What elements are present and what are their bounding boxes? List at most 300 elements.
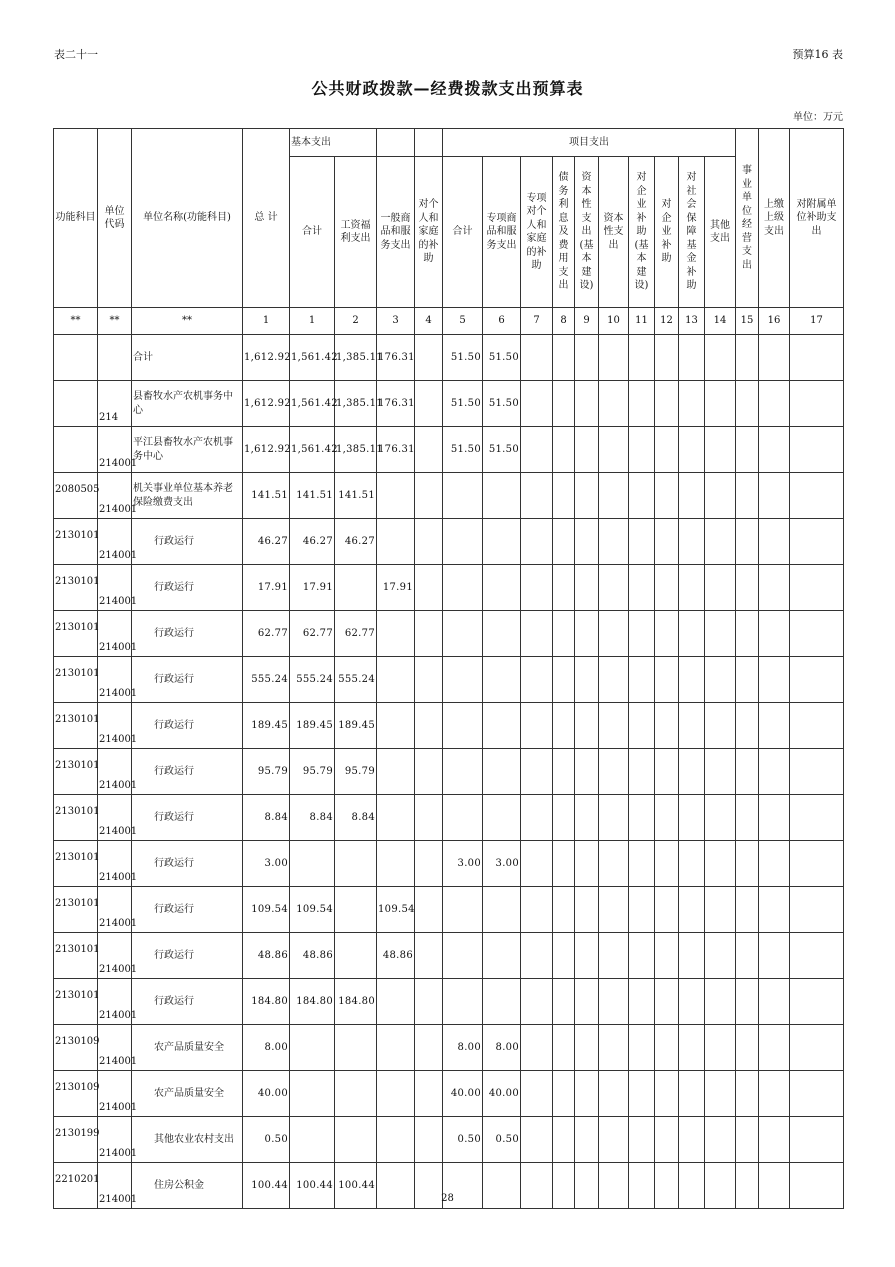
amount-cell: [599, 427, 629, 473]
amount-cell: 48.86: [377, 933, 415, 979]
amount-cell: [415, 933, 443, 979]
amount-cell: [599, 979, 629, 1025]
amount-cell: [736, 519, 759, 565]
amount-cell: [655, 1071, 679, 1117]
amount-cell: [599, 795, 629, 841]
amount-cell: 184.80: [243, 979, 290, 1025]
col-unit-code: 单位代码: [98, 129, 132, 308]
amount-cell: 62.77: [290, 611, 335, 657]
amount-cell: [629, 519, 655, 565]
amount-cell: [599, 335, 629, 381]
amount-cell: [443, 795, 483, 841]
unit-code-cell: 214001: [98, 933, 132, 979]
func-code-cell: 2130101: [54, 657, 98, 703]
amount-cell: [759, 703, 790, 749]
amount-cell: [705, 1025, 736, 1071]
amount-cell: [759, 749, 790, 795]
page-title: 公共财政拨款—经费拨款支出预算表: [311, 79, 584, 98]
amount-cell: [575, 335, 599, 381]
col-other: 其他支出: [705, 157, 736, 308]
amount-cell: [629, 887, 655, 933]
col-social: 对社会保障基金补助: [679, 157, 705, 308]
amount-cell: 184.80: [290, 979, 335, 1025]
amount-cell: [483, 519, 521, 565]
amount-cell: [629, 703, 655, 749]
column-index-cell: **: [54, 308, 98, 335]
amount-cell: [655, 1117, 679, 1163]
col-project-total: 合计: [443, 157, 483, 308]
amount-cell: [553, 1117, 575, 1163]
col-project-personal: 专项对个人和家庭的补助: [521, 157, 553, 308]
table-row: [54, 795, 844, 841]
amount-cell: [705, 519, 736, 565]
amount-cell: [521, 335, 553, 381]
amount-cell: 555.24: [243, 657, 290, 703]
unit-code-cell: 214: [98, 381, 132, 427]
amount-cell: [790, 565, 844, 611]
unit-name-cell: 行政运行: [132, 657, 243, 703]
amount-cell: 40.00: [243, 1071, 290, 1117]
amount-cell: [759, 979, 790, 1025]
unit-name-cell: 其他农业农村支出: [132, 1117, 243, 1163]
amount-cell: [736, 1071, 759, 1117]
amount-cell: [736, 1025, 759, 1071]
amount-cell: [575, 749, 599, 795]
amount-cell: [705, 381, 736, 427]
amount-cell: [521, 381, 553, 427]
amount-cell: [415, 519, 443, 565]
amount-cell: [790, 1117, 844, 1163]
amount-cell: [759, 473, 790, 519]
col-capital-build: 资本性支出(基本建设): [575, 157, 599, 308]
amount-cell: [655, 703, 679, 749]
func-code-cell: 2130101: [54, 841, 98, 887]
amount-cell: [790, 979, 844, 1025]
amount-cell: 3.00: [443, 841, 483, 887]
amount-cell: [629, 979, 655, 1025]
amount-cell: [655, 611, 679, 657]
column-index-cell: 3: [377, 308, 415, 335]
amount-cell: 51.50: [483, 381, 521, 427]
amount-cell: [679, 611, 705, 657]
unit-code-cell: 214001: [98, 749, 132, 795]
func-code-cell: [54, 381, 98, 427]
func-code-cell: 2130101: [54, 749, 98, 795]
column-index-cell: 9: [575, 308, 599, 335]
column-index-cell: 4: [415, 308, 443, 335]
col-enterprise-build: 对企业补助(基本建设): [629, 157, 655, 308]
column-index-cell: 8: [553, 308, 575, 335]
amount-cell: 555.24: [335, 657, 377, 703]
func-code-cell: 2130101: [54, 887, 98, 933]
col-project-goods: 专项商品和服务支出: [483, 157, 521, 308]
amount-cell: [655, 841, 679, 887]
unit-label: 单位：万元: [793, 112, 843, 123]
amount-cell: [629, 473, 655, 519]
amount-cell: [629, 1025, 655, 1071]
amount-cell: [790, 473, 844, 519]
amount-cell: [759, 795, 790, 841]
func-code-cell: 2130109: [54, 1025, 98, 1071]
amount-cell: [629, 565, 655, 611]
amount-cell: [335, 841, 377, 887]
amount-cell: [483, 979, 521, 1025]
unit-name-cell: 行政运行: [132, 933, 243, 979]
func-code-cell: [54, 335, 98, 381]
amount-cell: [575, 933, 599, 979]
col-func: 功能科目: [54, 129, 98, 308]
amount-cell: [443, 519, 483, 565]
unit-code-cell: 214001: [98, 565, 132, 611]
amount-cell: [443, 473, 483, 519]
unit-name-cell: 合计: [132, 335, 243, 381]
amount-cell: [705, 427, 736, 473]
amount-cell: [705, 795, 736, 841]
amount-cell: [679, 657, 705, 703]
budget-table-number: 预算16 表: [792, 48, 843, 61]
table-row: [54, 1071, 844, 1117]
table-row: [54, 381, 844, 427]
amount-cell: [415, 611, 443, 657]
table-row: [54, 841, 844, 887]
amount-cell: [521, 887, 553, 933]
amount-cell: [553, 519, 575, 565]
func-code-cell: 2130101: [54, 519, 98, 565]
amount-cell: 100.44: [243, 1163, 290, 1209]
amount-cell: 184.80: [335, 979, 377, 1025]
amount-cell: 62.77: [243, 611, 290, 657]
amount-cell: [377, 841, 415, 887]
amount-cell: [483, 611, 521, 657]
amount-cell: [679, 841, 705, 887]
amount-cell: [655, 749, 679, 795]
amount-cell: [553, 703, 575, 749]
amount-cell: [736, 933, 759, 979]
amount-cell: 95.79: [335, 749, 377, 795]
amount-cell: [679, 1117, 705, 1163]
amount-cell: [443, 611, 483, 657]
amount-cell: [335, 933, 377, 979]
amount-cell: [415, 749, 443, 795]
column-index-cell: 2: [335, 308, 377, 335]
amount-cell: [679, 795, 705, 841]
amount-cell: [553, 335, 575, 381]
amount-cell: [679, 565, 705, 611]
amount-cell: [629, 841, 655, 887]
amount-cell: [655, 519, 679, 565]
amount-cell: 189.45: [335, 703, 377, 749]
col-biz: 事业单位经营支出: [736, 129, 759, 308]
unit-name-cell: 行政运行: [132, 519, 243, 565]
amount-cell: [415, 841, 443, 887]
amount-cell: 17.91: [377, 565, 415, 611]
amount-cell: [705, 887, 736, 933]
amount-cell: [679, 335, 705, 381]
unit-name-cell: 平江县畜牧水产农机事务中心: [132, 427, 243, 473]
func-code-cell: 2130101: [54, 933, 98, 979]
amount-cell: [521, 427, 553, 473]
amount-cell: [415, 887, 443, 933]
amount-cell: [736, 611, 759, 657]
amount-cell: 8.00: [483, 1025, 521, 1071]
unit-name-cell: 行政运行: [132, 795, 243, 841]
amount-cell: 3.00: [243, 841, 290, 887]
unit-code-cell: 214001: [98, 657, 132, 703]
amount-cell: [575, 979, 599, 1025]
amount-cell: [679, 381, 705, 427]
amount-cell: [736, 473, 759, 519]
amount-cell: [290, 1117, 335, 1163]
amount-cell: 46.27: [335, 519, 377, 565]
amount-cell: [521, 565, 553, 611]
amount-cell: 1,385.11: [335, 381, 377, 427]
amount-cell: 51.50: [443, 427, 483, 473]
amount-cell: [553, 381, 575, 427]
amount-cell: 8.84: [290, 795, 335, 841]
amount-cell: [679, 887, 705, 933]
amount-cell: [679, 519, 705, 565]
unit-code-cell: 214001: [98, 1117, 132, 1163]
amount-cell: [759, 1117, 790, 1163]
func-code-cell: 2130199: [54, 1117, 98, 1163]
amount-cell: [575, 519, 599, 565]
amount-cell: 141.51: [243, 473, 290, 519]
amount-cell: 40.00: [483, 1071, 521, 1117]
group-basic-blank-2: [415, 129, 443, 157]
amount-cell: [415, 1071, 443, 1117]
amount-cell: 95.79: [290, 749, 335, 795]
column-index-cell: 13: [679, 308, 705, 335]
amount-cell: [759, 841, 790, 887]
amount-cell: [629, 1071, 655, 1117]
col-goods: 一般商品和服务支出: [377, 157, 415, 308]
amount-cell: [759, 565, 790, 611]
amount-cell: [790, 1071, 844, 1117]
amount-cell: [736, 887, 759, 933]
amount-cell: [521, 703, 553, 749]
amount-cell: 95.79: [243, 749, 290, 795]
amount-cell: 176.31: [377, 427, 415, 473]
amount-cell: [553, 657, 575, 703]
col-basic-total: 合计: [290, 157, 335, 308]
table-row: [54, 473, 844, 519]
amount-cell: [377, 1117, 415, 1163]
amount-cell: [705, 1117, 736, 1163]
amount-cell: [443, 657, 483, 703]
amount-cell: 100.44: [335, 1163, 377, 1209]
amount-cell: [377, 611, 415, 657]
column-index-cell: 11: [629, 308, 655, 335]
unit-name-cell: 住房公积金: [132, 1163, 243, 1209]
amount-cell: [599, 887, 629, 933]
amount-cell: 0.50: [443, 1117, 483, 1163]
amount-cell: 189.45: [290, 703, 335, 749]
amount-cell: [521, 841, 553, 887]
amount-cell: [521, 1071, 553, 1117]
amount-cell: [790, 519, 844, 565]
amount-cell: [553, 565, 575, 611]
unit-code-cell: [98, 335, 132, 381]
amount-cell: [629, 795, 655, 841]
column-index-cell: **: [98, 308, 132, 335]
amount-cell: [790, 933, 844, 979]
column-index-cell: 10: [599, 308, 629, 335]
unit-code-cell: 214001: [98, 979, 132, 1025]
amount-cell: [759, 335, 790, 381]
amount-cell: 17.91: [243, 565, 290, 611]
amount-cell: [443, 703, 483, 749]
amount-cell: [335, 1025, 377, 1071]
amount-cell: [705, 703, 736, 749]
col-total: 总 计: [243, 129, 290, 308]
table-row: [54, 703, 844, 749]
amount-cell: [599, 473, 629, 519]
amount-cell: 1,612.92: [243, 335, 290, 381]
func-code-cell: 2130101: [54, 979, 98, 1025]
unit-name-cell: 行政运行: [132, 611, 243, 657]
amount-cell: 1,612.92: [243, 427, 290, 473]
amount-cell: [483, 473, 521, 519]
amount-cell: [705, 749, 736, 795]
amount-cell: [599, 933, 629, 979]
amount-cell: [443, 749, 483, 795]
amount-cell: [790, 611, 844, 657]
amount-cell: [736, 703, 759, 749]
amount-cell: 51.50: [443, 381, 483, 427]
amount-cell: [575, 703, 599, 749]
budget-table: [53, 128, 844, 1209]
amount-cell: [655, 979, 679, 1025]
amount-cell: [629, 749, 655, 795]
amount-cell: [521, 979, 553, 1025]
amount-cell: 8.84: [243, 795, 290, 841]
amount-cell: 51.50: [483, 335, 521, 381]
amount-cell: [553, 933, 575, 979]
table-row: [54, 749, 844, 795]
amount-cell: [629, 1117, 655, 1163]
amount-cell: [575, 611, 599, 657]
amount-cell: [290, 841, 335, 887]
amount-cell: [553, 887, 575, 933]
amount-cell: [736, 979, 759, 1025]
amount-cell: [629, 657, 655, 703]
amount-cell: 1,561.42: [290, 335, 335, 381]
amount-cell: [575, 1117, 599, 1163]
unit-code-cell: 214001: [98, 427, 132, 473]
amount-cell: [655, 795, 679, 841]
unit-name-cell: 行政运行: [132, 841, 243, 887]
amount-cell: [705, 933, 736, 979]
group-basic: 基本支出: [290, 129, 377, 157]
table-body: [54, 308, 844, 1209]
unit-name-cell: 机关事业单位基本养老保险缴费支出: [132, 473, 243, 519]
column-index-cell: 1: [290, 308, 335, 335]
col-unit-name: 单位名称(功能科目): [132, 129, 243, 308]
amount-cell: [521, 749, 553, 795]
unit-name-cell: 行政运行: [132, 749, 243, 795]
amount-cell: [335, 1071, 377, 1117]
amount-cell: [736, 749, 759, 795]
form-label: 表二十一: [54, 48, 98, 61]
amount-cell: [377, 1071, 415, 1117]
unit-code-cell: 214001: [98, 795, 132, 841]
amount-cell: [377, 795, 415, 841]
amount-cell: [790, 657, 844, 703]
amount-cell: [629, 611, 655, 657]
amount-cell: 109.54: [290, 887, 335, 933]
col-personal: 对个人和家庭的补助: [415, 157, 443, 308]
amount-cell: [629, 335, 655, 381]
amount-cell: [736, 335, 759, 381]
amount-cell: [629, 933, 655, 979]
amount-cell: [679, 703, 705, 749]
amount-cell: 1,561.42: [290, 381, 335, 427]
column-index-cell: **: [132, 308, 243, 335]
amount-cell: [483, 887, 521, 933]
unit-code-cell: 214001: [98, 1163, 132, 1209]
amount-cell: [736, 841, 759, 887]
group-basic-blank: [377, 129, 415, 157]
amount-cell: [553, 841, 575, 887]
func-code-cell: 2130101: [54, 703, 98, 749]
table-row: [54, 565, 844, 611]
amount-cell: [521, 611, 553, 657]
amount-cell: [655, 1025, 679, 1071]
amount-cell: 48.86: [290, 933, 335, 979]
amount-cell: [759, 519, 790, 565]
amount-cell: [553, 611, 575, 657]
amount-cell: 8.00: [243, 1025, 290, 1071]
amount-cell: [377, 979, 415, 1025]
amount-cell: [655, 427, 679, 473]
page-number: 28: [441, 1193, 454, 1204]
amount-cell: 176.31: [377, 335, 415, 381]
amount-cell: [599, 565, 629, 611]
amount-cell: [790, 381, 844, 427]
amount-cell: [655, 887, 679, 933]
column-index-cell: 6: [483, 308, 521, 335]
amount-cell: [377, 703, 415, 749]
group-project: 项目支出: [443, 129, 736, 157]
column-index-cell: 17: [790, 308, 844, 335]
amount-cell: [335, 1117, 377, 1163]
unit-name-cell: 行政运行: [132, 887, 243, 933]
unit-name-cell: 农产品质量安全: [132, 1071, 243, 1117]
amount-cell: [483, 565, 521, 611]
amount-cell: [553, 1071, 575, 1117]
amount-cell: [790, 841, 844, 887]
amount-cell: [759, 657, 790, 703]
unit-name-cell: 县畜牧水产农机事务中心: [132, 381, 243, 427]
unit-code-cell: 214001: [98, 1025, 132, 1071]
amount-cell: [521, 1025, 553, 1071]
col-salary: 工资福利支出: [335, 157, 377, 308]
amount-cell: [575, 1071, 599, 1117]
amount-cell: [759, 1071, 790, 1117]
unit-name-cell: 行政运行: [132, 703, 243, 749]
amount-cell: [599, 657, 629, 703]
amount-cell: [443, 979, 483, 1025]
table-row: [54, 427, 844, 473]
amount-cell: [575, 795, 599, 841]
amount-cell: [655, 565, 679, 611]
amount-cell: [790, 335, 844, 381]
unit-code-cell: 214001: [98, 841, 132, 887]
amount-cell: [521, 473, 553, 519]
amount-cell: [679, 1071, 705, 1117]
amount-cell: [521, 933, 553, 979]
amount-cell: [599, 1025, 629, 1071]
